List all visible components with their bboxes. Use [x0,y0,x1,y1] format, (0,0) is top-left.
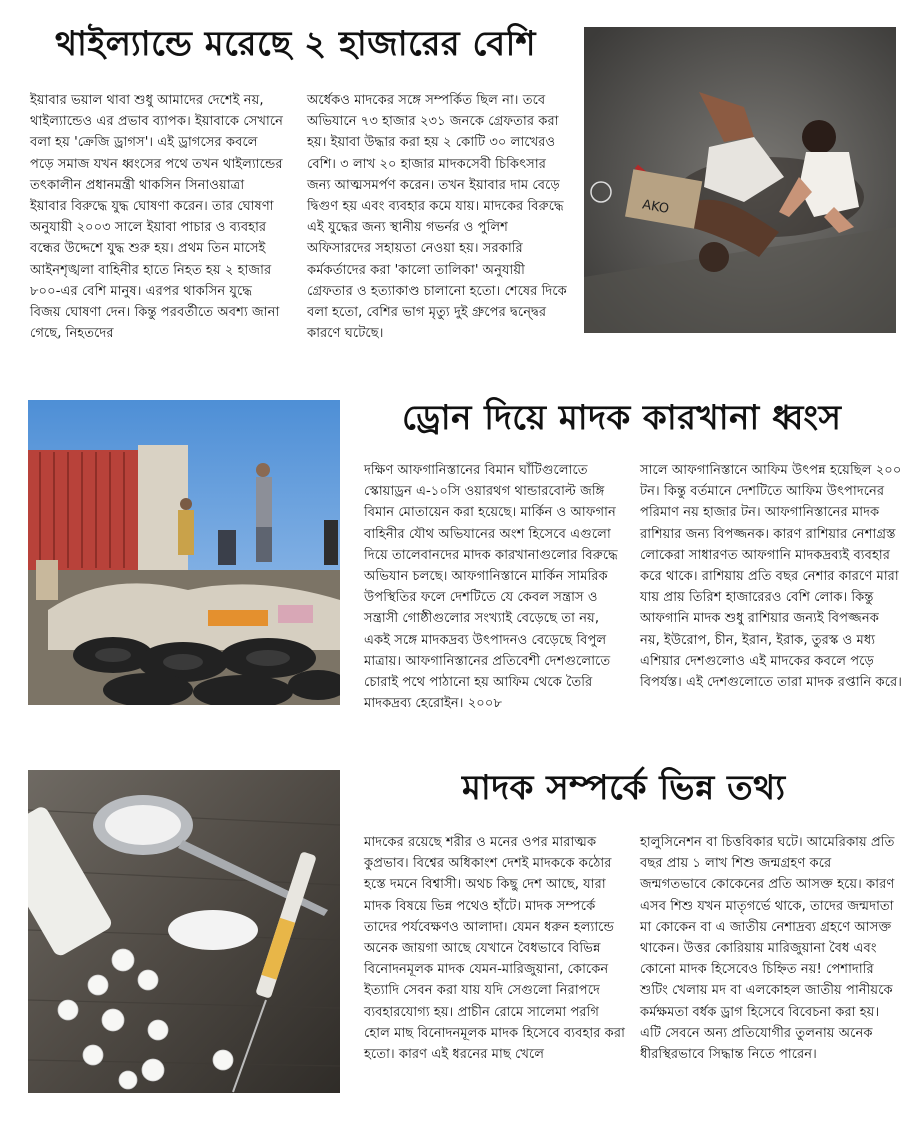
drugs-syringe-pills-photo-icon [28,770,340,1093]
article-column-2 [640,460,902,693]
body-text: মাদকের রয়েছে শরীর ও মনের ওপর মারাত্মক কুপ্রভাব। বিশ্বের অধিকাংশ দেশই মাদককে কঠোর হস্তে দমনে বিশ্বাসী। অথচ কিছু দেশ আছে, যারা মাদক বিষয়ে ভিন্ন পথেও হাঁটে। মাদক সম্পর্কে তাদের পর্যবেক্ষণও আলাদা। যেমন ধরুন হল্যান্ডে অনেক জায়গা আছে যেখানে বৈধভাবে বিভিন্ন বিনোদনমূলক মাদক যেমন-মারিজুয়ানা, কোকেন ইত্যাদি সেবন করা যায় যদি সেগুলো নিরাপদে ব্যবহারযোগ্য হয়। প্রাচীন রোমে সালেমা পরগি হোল মাছ বিনোদনমূলক মাদক হিসেবে ব্যবহার করা হতো। কারণ এই ধরনের মাছ খেলে [364,835,625,1063]
article-drug-facts [0,750,915,1122]
article-column-1 [364,832,626,1065]
article-headline: ড্রোন দিয়ে মাদক কারখানা ধ্বংস [402,398,842,438]
article-column-1 [30,90,285,344]
article-headline: মাদক সম্পর্কে ভিন্ন তথ্য [462,768,786,808]
crime-scene-photo-icon [584,27,896,333]
drug-destruction-photo-icon [28,400,340,705]
article-column-2 [307,90,569,344]
body-text: অর্ধেকও মাদকের সঙ্গে সম্পর্কিত ছিল না। তবে অভিযানে ৭৩ হাজার ২৩১ জনকে গ্রেফতার করা হয়। ইয়াবা উদ্ধার করা হয় ২ কোটি ৩০ লাখেরও বেশি। ৩ লাখ ২০ হাজার মাদকসেবী চিকিৎসার জন্য আত্মসমর্পণ করেন। তখন ইয়াবার দাম বেড়ে দ্বিগুণ হয় এবং ব্যবহার কমে যায়। মাদকের বিরুদ্ধে এই যুদ্ধের জন্য স্থানীয় গভর্নর ও পুলিশ অফিসারদের সহায়তা নেওয়া হয়। সরকারি কর্মকর্তাদের করা 'কালো তালিকা' অনুযায়ী গ্রেফতার ও হত্যাকাণ্ড চালানো হতো। শেষের দিকে বলা হতো, বেশির ভাগ মৃত্যু দুই গ্রুপের দ্বন্দ্বের কারণে ঘটেছে। [307,93,567,342]
body-text: হালুসিনেশন বা চিত্তবিকার ঘটে। আমেরিকায় প্রতি বছর প্রায় ১ লাখ শিশু জন্মগ্রহণ করে জন্মগতভাবে কোকেনের প্রতি আসক্ত হয়ে। কারণ এসব শিশু যখন মাতৃগর্ভে থাকে, তাদের জন্মদাতা মা কোকেন বা এ জাতীয় নেশাদ্রব্য গ্রহণে আসক্ত থাকেন। উত্তর কোরিয়ায় মারিজুয়ানা বৈধ এবং কোনো মাদক হিসেবেও চিহ্নিত নয়! পেশাদারি শুটিং খেলায় মদ বা এলকোহল জাতীয় পানীয়কে কর্মক্ষমতা বর্ধক ড্রাগ হিসেবে বিবেচনা করা হয়। এটি সেবনে অন্য প্রতিযোগীর তুলনায় অনেক ধীরস্থিরভাবে সিদ্ধান্ত নিতে পারেন। [640,835,895,1063]
svg-text:AKO: AKO [641,197,671,217]
article-headline: থাইল্যান্ডে মরেছে ২ হাজারের বেশি [55,24,537,64]
article-afghanistan [0,380,915,730]
body-text: সালে আফগানিস্তানে আফিম উৎপন্ন হয়েছিল ২০০ টন। কিন্তু বর্তমানে দেশটিতে আফিম উৎপাদনের পরিমাণ নয় হাজার টন। আফগানিস্তানের মাদক রাশিয়ার জন্য বিপজ্জনক। কারণ রাশিয়ার নেশাগ্রস্ত লোকেরা সাধারণত আফগানি মাদকদ্রব্যই ব্যবহার করে থাকে। রাশিয়ায় প্রতি বছর নেশার কারণে মারা যায় প্রায় তিরিশ হাজারেরও বেশি লোক। কিন্তু আফগানি মাদক শুধু রাশিয়ার জন্যই বিপজ্জনক নয়, ইউরোপ, চীন, ইরান, ইরাক, তুরস্ক ও মধ্য এশিয়ার দেশগুলোও এই মাদকের কবলে পড়ে বিপর্যস্ত। এই দেশগুলোতে তারা মাদক রপ্তানি করে। [640,463,902,691]
article-thailand [0,0,915,350]
body-text: ইয়াবার ভয়াল থাবা শুধু আমাদের দেশেই নয়, থাইল্যান্ডেও এর প্রভাব ব্যাপক। ইয়াবাকে সেখানে বলা হয় 'ক্রেজি ড্রাগস'। এই ড্রাগসের কবলে পড়ে সমাজ যখন ধ্বংসের পথে তখন থাইল্যান্ডের তৎকালীন প্রধানমন্ত্রী থাকসিন সিনাওয়াত্রা ইয়াবার বিরুদ্ধে যুদ্ধ ঘোষণা করেন। তার ঘোষণা অনুযায়ী ২০০৩ সালে ইয়াবা পাচার ও ব্যবহার বন্ধের উদ্দেশে যুদ্ধ শুরু হয়। প্রথম তিন মাসেই আইনশৃঙ্খলা বাহিনীর হাতে নিহত হয় ২ হাজার ৮০০-এর বেশি মানুষ। এরপর থাকসিন যুদ্ধে বিজয় ঘোষণা দেন। কিন্তু পরবর্তীতে অবশ্য জানা গেছে, নিহতদের [30,93,284,342]
body-text: দক্ষিণ আফগানিস্তানের বিমান ঘাঁটিগুলোতে স্কোয়াড্রন এ-১০সি ওয়ারথগ থান্ডারবোল্ট জঙ্গি বিমান মোতায়েন করা হয়েছে। মার্কিন ও আফগান বাহিনীর যৌথ অভিযানের অংশ হিসেবে এগুলো দিয়ে তালেবানদের মাদক কারখানাগুলোর বিরুদ্ধে অভিযান চলছে। আফগানিস্তানে মার্কিন সামরিক উপস্থিতির ফলে দেশটিতে যে কেবল সন্ত্রাস ও সন্ত্রাসী গোষ্ঠীগুলোর সংখ্যাই বেড়েছে তা নয়, একই সঙ্গে মাদকদ্রব্য উৎপাদনও বেড়েছে বিপুল মাত্রায়। আফগানিস্তানের প্রতিবেশী দেশগুলোতে চোরাই পথে পাঠানো হয় আফিম থেকে তৈরি মাদকদ্রব্য হেরোইন। ২০০৮ [364,463,618,712]
article-column-2 [640,832,902,1065]
article-column-1 [364,460,626,714]
